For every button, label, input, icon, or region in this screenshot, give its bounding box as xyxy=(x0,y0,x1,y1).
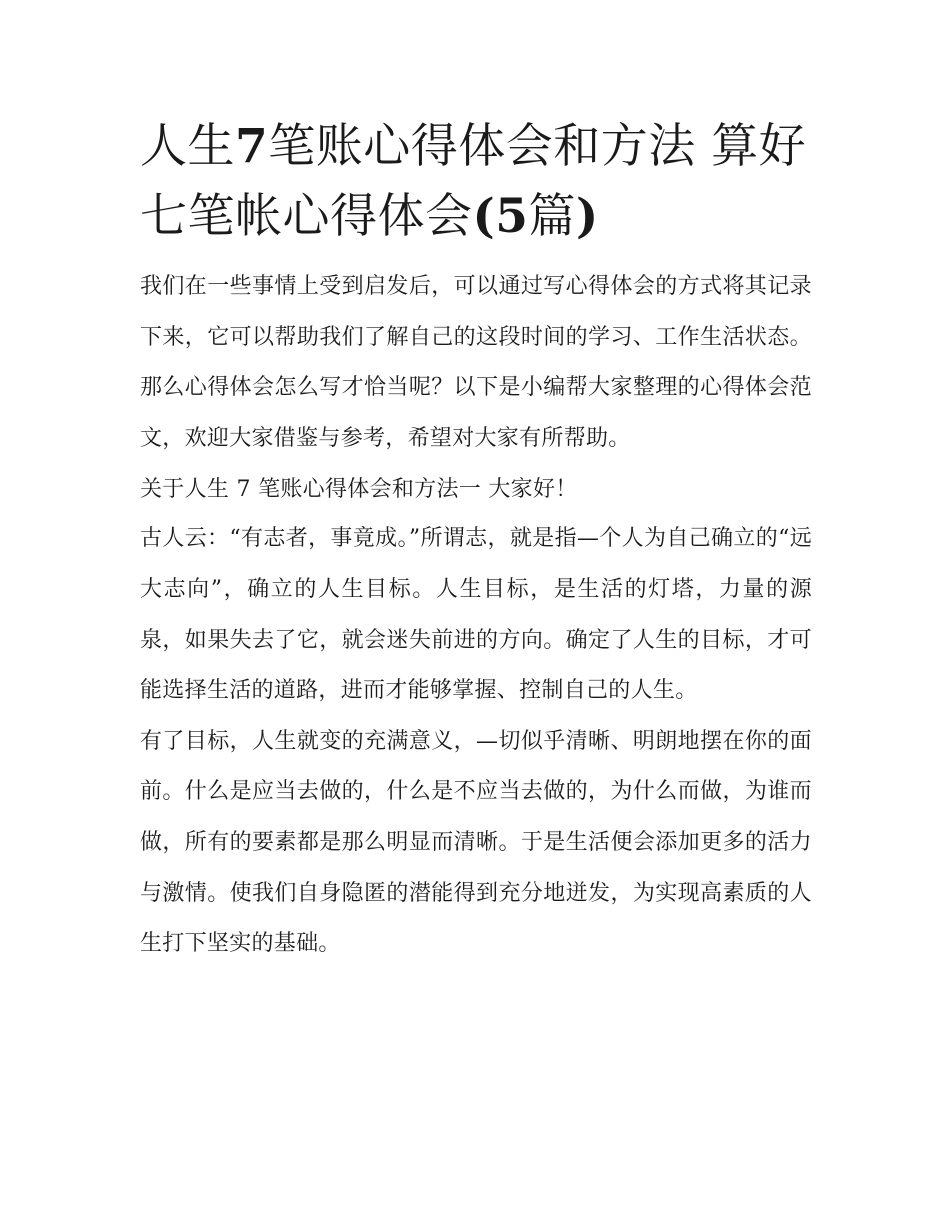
title-text-2: 笔账心得体会和方法 算好七笔帐心得体会 xyxy=(140,119,807,244)
intro-paragraph: 我们在一些事情上受到启发后，可以通过写心得体会的方式将其记录下来，它可以帮助我们了解自己的这段时间的学习、工作生活状态。那么心得体会怎么写才恰当呢？以下是小编帮大家整理的心得体会范文，欢迎大家借鉴与参考，希望对大家有所帮助。 xyxy=(140,274,812,451)
body-paragraph-2: 有了目标，人生就变的充满意义，—切似乎清晰、明朗地摆在你的面前。什么是应当去做的，什么是不应当去做的，为什么而做，为谁而做，所有的要素都是那么明显而清晰。于是生活便会添加更多的活力与激情。使我们自身隐匿的潜能得到充分地迸发，为实现高素质的人生打下坚实的基础。 xyxy=(140,728,812,957)
title-number-2: (5 xyxy=(472,189,529,244)
document-title xyxy=(140,112,820,252)
section-heading: 关于人生 7 笔账心得体会和方法一 大家好！ xyxy=(140,477,578,503)
title-paren: ) xyxy=(575,189,599,244)
document-page xyxy=(140,112,820,970)
title-text-1: 人生 xyxy=(140,119,235,174)
title-number-1: 7 xyxy=(235,119,269,174)
body-paragraph-1: 古人云：“有志者，事竟成。”所谓志，就是指—个人为自己确立的“远大志向”，确立的人生目标。人生目标，是生活的灯塔，力量的源泉，如果失去了它，就会迷失前进的方向。确定了人生的目标，才可能选择生活的道路，进而才能够掌握、控制自己的人生。 xyxy=(140,526,812,704)
title-text-3: 篇 xyxy=(528,189,576,244)
